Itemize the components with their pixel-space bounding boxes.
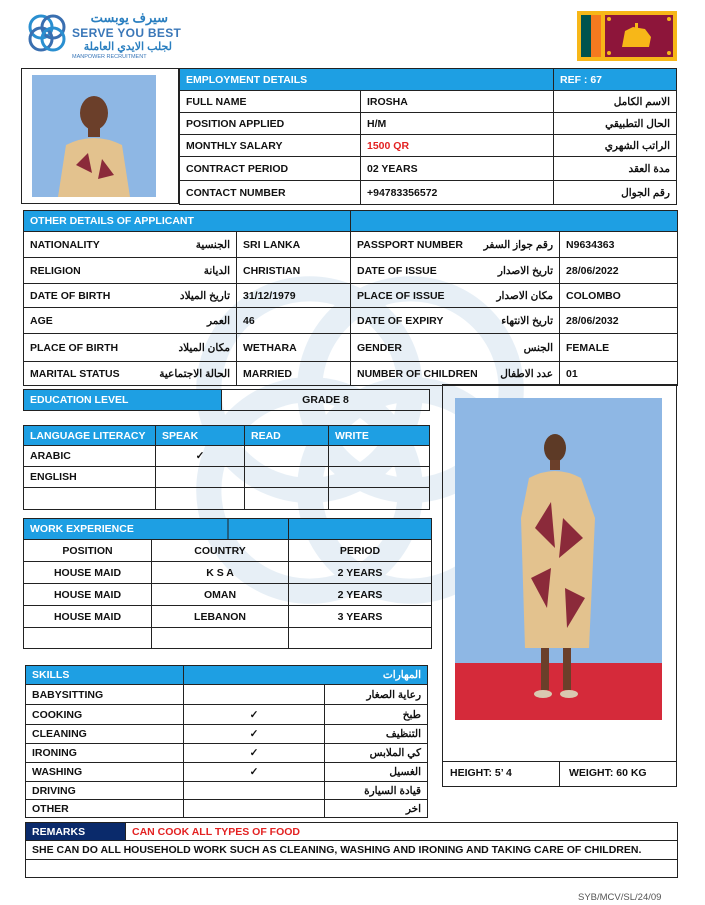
gender-value: FEMALE <box>560 334 678 362</box>
language-cell <box>156 467 245 488</box>
skill-name: WASHING <box>26 763 184 782</box>
work-period: 2 YEARS <box>289 562 432 584</box>
position-label: POSITION APPLIED <box>180 113 361 135</box>
skill-name: OTHER <box>26 800 184 818</box>
age-value: 46 <box>237 308 351 334</box>
skill-name: COOKING <box>26 705 184 725</box>
religion-value: CHRISTIAN <box>237 258 351 284</box>
religion-label: RELIGION الديانة <box>24 258 237 284</box>
contract-arabic: مدة العقد <box>554 157 677 181</box>
passport-label: PASSPORT NUMBER رقم جواز السفر <box>351 232 560 258</box>
gender-label: GENDER الجنس <box>351 334 560 362</box>
issue-place-value: COLOMBO <box>560 284 678 308</box>
children-value: 01 <box>560 362 678 386</box>
position-value: H/M <box>361 113 554 135</box>
document-code: SYB/MCV/SL/24/09 <box>578 892 662 903</box>
skill-name: BABYSITTING <box>26 685 184 705</box>
applicant-photo-small <box>32 75 156 197</box>
other-details-table <box>23 210 678 386</box>
education-title: EDUCATION LEVEL <box>24 390 222 411</box>
work-country: OMAN <box>152 584 289 606</box>
sri-lanka-flag-icon <box>577 11 677 61</box>
language-cell <box>245 467 329 488</box>
applicant-photo-full <box>455 398 662 720</box>
remarks-blank <box>26 860 678 878</box>
employment-details-title: EMPLOYMENT DETAILS <box>180 69 554 91</box>
language-cell <box>329 446 430 467</box>
remarks-highlight: CAN COOK ALL TYPES OF FOOD <box>126 823 678 841</box>
period-header: PERIOD <box>289 540 432 562</box>
issue-place-label: PLACE OF ISSUE مكان الاصدار <box>351 284 560 308</box>
birth-date-label: DATE OF BIRTH تاريخ الميلاد <box>24 284 237 308</box>
skill-name: CLEANING <box>26 725 184 744</box>
work-position: HOUSE MAID <box>24 584 152 606</box>
work-period <box>289 628 432 649</box>
logo-arabic: سيرف يوبست <box>90 10 168 25</box>
table-row <box>24 562 432 584</box>
education-value: GRADE 8 <box>222 390 430 411</box>
skill-check <box>184 782 325 800</box>
skill-arabic: رعاية الصغار <box>325 685 428 705</box>
logo-sub-arabic: لجلب الايدي العاملة <box>83 41 172 53</box>
language-cell <box>329 488 430 510</box>
passport-value: N9634363 <box>560 232 678 258</box>
remarks-title: REMARKS <box>26 823 126 841</box>
birth-place-value: WETHARA <box>237 334 351 362</box>
check-icon: ✓ <box>184 705 325 725</box>
other-details-title: OTHER DETAILS OF APPLICANT <box>24 211 351 232</box>
ref-number: REF : 67 <box>554 69 677 91</box>
language-row-empty <box>24 488 156 510</box>
logo-rings-icon <box>24 10 70 56</box>
work-experience-title-blank <box>289 519 432 540</box>
check-icon: ✓ <box>184 744 325 763</box>
height-value: HEIGHT: 5’ 4 <box>450 767 512 779</box>
full-name-label: FULL NAME <box>180 91 361 113</box>
employment-details-table <box>179 68 677 205</box>
skill-arabic: طبخ <box>325 705 428 725</box>
logo-name: SERVE YOU BEST <box>72 26 182 40</box>
work-position: HOUSE MAID <box>24 562 152 584</box>
language-row-arabic: ARABIC <box>24 446 156 467</box>
contact-value: +94783356572 <box>361 181 554 205</box>
skills-title: SKILLS <box>26 666 184 685</box>
issue-date-value: 28/06/2022 <box>560 258 678 284</box>
skill-arabic: قيادة السيارة <box>325 782 428 800</box>
work-country <box>152 628 289 649</box>
work-country: LEBANON <box>152 606 289 628</box>
language-cell <box>245 488 329 510</box>
expiry-label: DATE OF EXPIRY تاريخ الانتهاء <box>351 308 560 334</box>
salary-arabic: الراتب الشهري <box>554 135 677 157</box>
children-label: NUMBER OF CHILDREN عدد الاطفال <box>351 362 560 386</box>
skill-arabic: الغسيل <box>325 763 428 782</box>
language-cell <box>245 446 329 467</box>
marital-value: MARRIED <box>237 362 351 386</box>
other-details-title-blank <box>351 211 678 232</box>
check-icon: ✓ <box>184 725 325 744</box>
language-cell <box>156 488 245 510</box>
nationality-value: SRI LANKA <box>237 232 351 258</box>
work-period: 3 YEARS <box>289 606 432 628</box>
skills-title-arabic: المهارات <box>184 666 428 685</box>
work-country: K S A <box>152 562 289 584</box>
logo-tagline: MANPOWER RECRUITMENT <box>72 54 147 60</box>
education-table <box>23 389 430 411</box>
contact-label: CONTACT NUMBER <box>180 181 361 205</box>
check-icon: ✓ <box>156 446 245 467</box>
expiry-value: 28/06/2032 <box>560 308 678 334</box>
contact-arabic: رقم الجوال <box>554 181 677 205</box>
skill-arabic: كي الملابس <box>325 744 428 763</box>
marital-label: MARITAL STATUS الحالة الاجتماعية <box>24 362 237 386</box>
salary-label: MONTHLY SALARY <box>180 135 361 157</box>
table-row <box>24 628 432 649</box>
weight-value: WEIGHT: 60 KG <box>569 767 647 779</box>
remarks-table <box>25 822 678 878</box>
contract-value: 02 YEARS <box>361 157 554 181</box>
work-period: 2 YEARS <box>289 584 432 606</box>
country-header: COUNTRY <box>152 540 289 562</box>
company-logo <box>24 10 194 62</box>
skill-check <box>184 685 325 705</box>
language-header: LANGUAGE LITERACY <box>24 426 156 446</box>
full-name-arabic: الاسم الكامل <box>554 91 677 113</box>
table-row <box>24 584 432 606</box>
work-experience-table <box>23 518 432 649</box>
nationality-label: NATIONALITY الجنسية <box>24 232 237 258</box>
birth-place-label: PLACE OF BIRTH مكان الميلاد <box>24 334 237 362</box>
speak-header: SPEAK <box>156 426 245 446</box>
position-arabic: الحال التطبيقي <box>554 113 677 135</box>
skill-name: DRIVING <box>26 782 184 800</box>
work-position: HOUSE MAID <box>24 606 152 628</box>
contract-label: CONTRACT PERIOD <box>180 157 361 181</box>
language-row-english: ENGLISH <box>24 467 156 488</box>
skill-check <box>184 800 325 818</box>
full-name-value: IROSHA <box>361 91 554 113</box>
salary-value: 1500 QR <box>361 135 554 157</box>
work-position <box>24 628 152 649</box>
skill-name: IRONING <box>26 744 184 763</box>
skills-table <box>25 665 428 818</box>
language-cell <box>329 467 430 488</box>
birth-date-value: 31/12/1979 <box>237 284 351 308</box>
skill-arabic: التنظيف <box>325 725 428 744</box>
read-header: READ <box>245 426 329 446</box>
work-experience-title: WORK EXPERIENCE <box>24 519 289 540</box>
table-row <box>24 606 432 628</box>
write-header: WRITE <box>329 426 430 446</box>
language-table <box>23 425 430 510</box>
age-label: AGE العمر <box>24 308 237 334</box>
skill-arabic: اخر <box>325 800 428 818</box>
small-photo-frame <box>21 68 179 204</box>
full-photo-frame <box>442 384 677 787</box>
check-icon: ✓ <box>184 763 325 782</box>
remarks-text: SHE CAN DO ALL HOUSEHOLD WORK SUCH AS CLEANING, WASHING AND IRONING AND TAKING CARE OF CHILDREN. <box>26 841 678 860</box>
position-header: POSITION <box>24 540 152 562</box>
issue-date-label: DATE OF ISSUE تاريخ الاصدار <box>351 258 560 284</box>
